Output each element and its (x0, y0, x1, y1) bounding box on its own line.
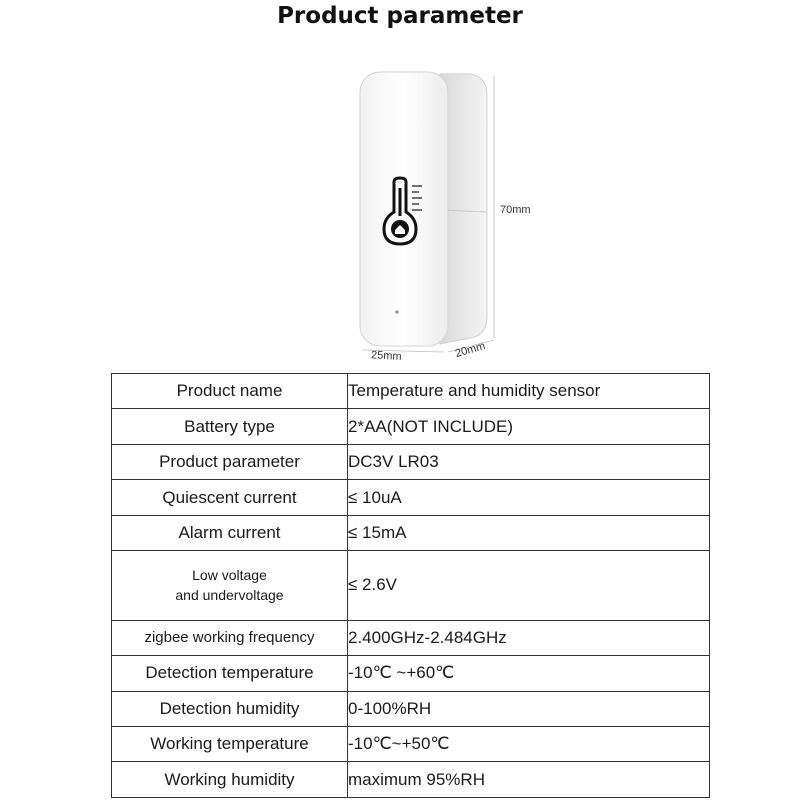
table-row (112, 762, 710, 798)
param-label: Product parameter (112, 444, 348, 479)
param-label: Working humidity (112, 762, 348, 798)
param-value: ≤ 2.6V (348, 551, 710, 620)
param-value: 2*AA(NOT INCLUDE) (348, 409, 710, 444)
table-row (112, 515, 710, 550)
param-label: Battery type (112, 409, 348, 444)
param-value: 0-100%RH (348, 691, 710, 726)
depth-dimension-label: 20mm (453, 340, 487, 360)
table-row (112, 727, 710, 762)
table-row (112, 551, 710, 620)
device-illustration (0, 0, 800, 370)
param-label: Detection temperature (112, 656, 348, 691)
height-dimension-label: 70mm (500, 204, 531, 216)
page-title: Product parameter (277, 3, 523, 29)
thermometer-house-icon (376, 176, 430, 250)
table-row (112, 374, 710, 409)
param-value: -10℃ ~+60℃ (348, 656, 710, 691)
table-row (112, 480, 710, 515)
param-label: Quiescent current (112, 480, 348, 515)
param-value: Temperature and humidity sensor (348, 374, 710, 409)
param-label-line2: and undervoltage (175, 587, 284, 604)
param-value: DC3V LR03 (348, 444, 710, 479)
param-value: ≤ 10uA (348, 480, 710, 515)
param-label-line1: Low voltage (192, 567, 267, 584)
table-row (112, 691, 710, 726)
table-row (112, 444, 710, 479)
table-row (112, 656, 710, 691)
parameter-table (111, 373, 710, 798)
param-label: Working temperature (112, 727, 348, 762)
table-row (112, 409, 710, 444)
param-label (112, 551, 348, 620)
param-value: maximum 95%RH (348, 762, 710, 798)
param-label: zigbee working frequency (112, 620, 348, 655)
table-row (112, 620, 710, 655)
param-label: Product name (112, 374, 348, 409)
param-value: ≤ 15mA (348, 515, 710, 550)
param-value: 2.400GHz-2.484GHz (348, 620, 710, 655)
width-dimension-label: 25mm (370, 349, 402, 363)
param-label: Detection humidity (112, 691, 348, 726)
param-value: -10℃~+50℃ (348, 727, 710, 762)
param-label: Alarm current (112, 515, 348, 550)
